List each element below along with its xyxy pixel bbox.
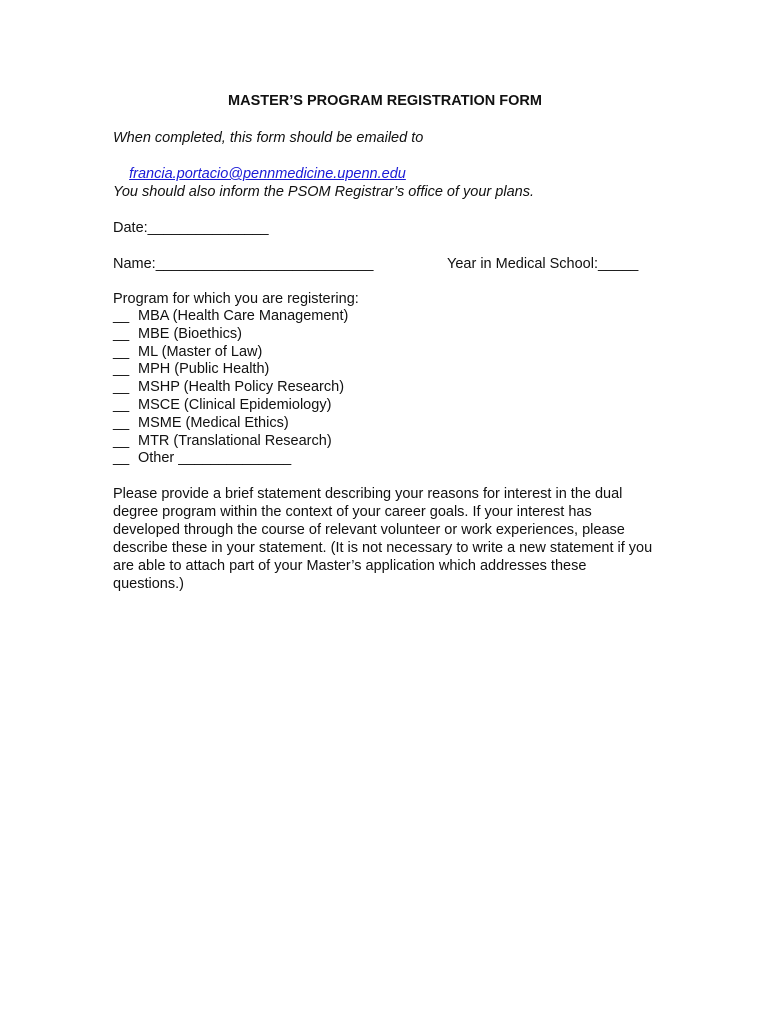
checkbox-blank: __ [113,450,130,467]
program-option-mtr [113,433,348,451]
name-field: Name:___________________________ [113,256,374,272]
checkbox-blank: __ [113,325,130,342]
program-option-ml [113,344,348,362]
program-option-mbe [113,326,348,344]
year-in-medical-school-field: Year in Medical School:_____ [447,256,639,272]
email-link[interactable]: francia.portacio@pennmedicine.upenn.edu [129,166,406,182]
program-option-label: MBE (Bioethics) [138,325,242,342]
checkbox-blank: __ [113,414,130,431]
program-option-mba [113,308,348,326]
program-option-msme [113,415,348,433]
program-option-msce [113,397,348,415]
program-options-list [113,308,348,468]
program-option-label: MSME (Medical Ethics) [138,414,289,431]
checkbox-blank: __ [113,361,130,378]
checkbox-blank: __ [113,396,130,413]
form-title: MASTER’S PROGRAM REGISTRATION FORM [228,93,542,109]
program-option-label: MTR (Translational Research) [138,432,332,449]
program-option-label: MSHP (Health Policy Research) [138,379,345,396]
program-option-mph [113,361,348,379]
program-option-label: Other ______________ [138,450,292,467]
program-option-label: MBA (Health Care Management) [138,308,349,324]
program-option-label: ML (Master of Law) [138,343,263,360]
program-option-mshp [113,379,348,397]
inform-text: You should also inform the PSOM Registrar’s office of your plans. [113,184,534,200]
checkbox-blank: __ [113,432,130,449]
program-option-label: MPH (Public Health) [138,361,270,378]
checkbox-blank: __ [113,308,130,324]
checkbox-blank: __ [113,379,130,396]
checkbox-blank: __ [113,343,130,360]
intro-text: When completed, this form should be emailed to [113,130,424,146]
program-prompt: Program for which you are registering: [113,291,359,307]
program-option-label: MSCE (Clinical Epidemiology) [138,396,332,413]
program-option-other [113,450,348,468]
date-field: Date:_______________ [113,220,269,236]
statement-instructions: Please provide a brief statement describing your reasons for interest in the dual degree program within the context of your career goals. If your interest has developed through the course of relevant volunteer or work experiences, please describe these in your statement. (It is not necessary to write a new statement if you are able to attach part of your Master’s application which addresses these questions.) [113,486,653,592]
